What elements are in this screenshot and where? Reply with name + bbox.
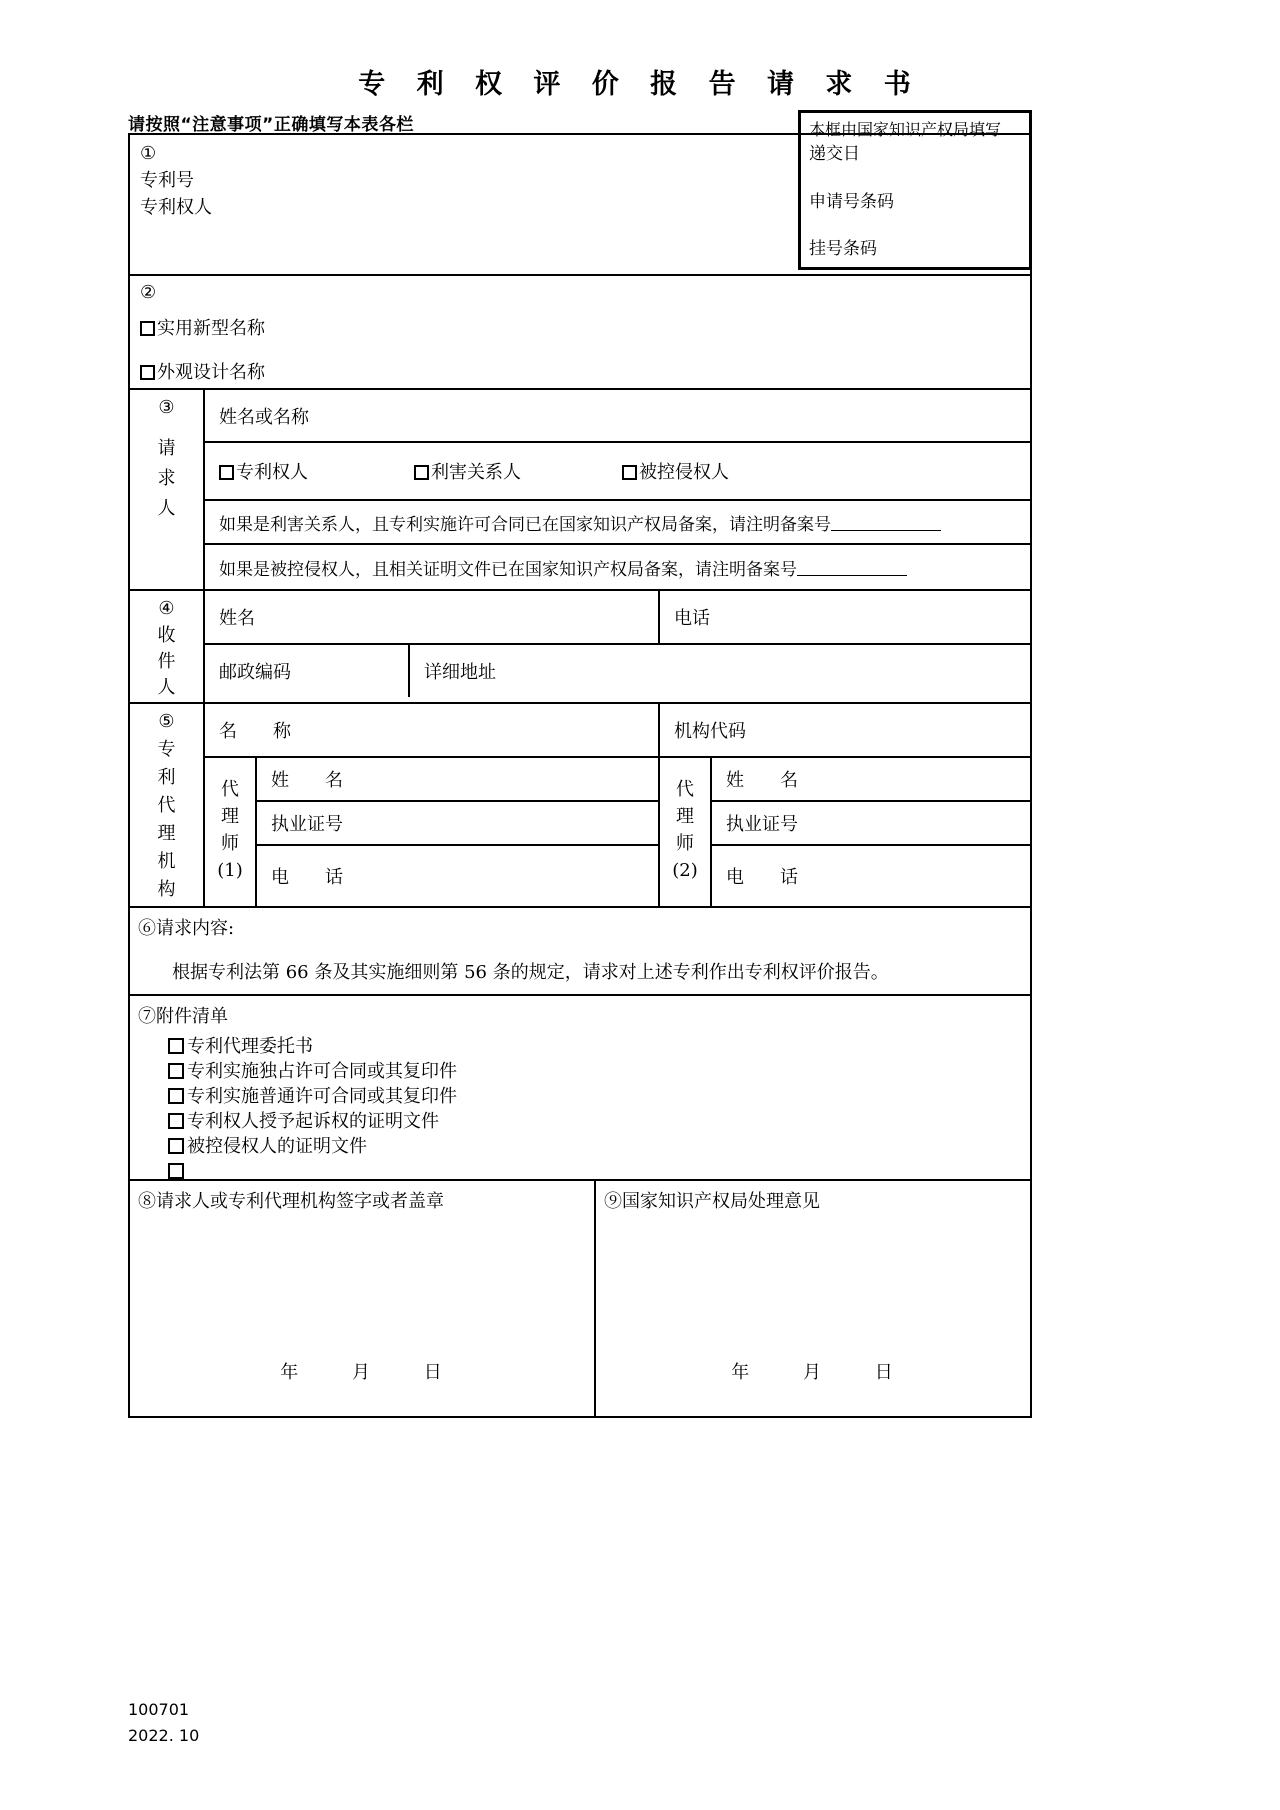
section-4-number: ④ <box>158 598 175 619</box>
record-note-1: 如果是利害关系人，且专利实施许可合同已在国家知识产权局备案，请注明备案号 <box>219 514 831 535</box>
page-title: 专 利 权 评 价 报 告 请 求 书 <box>358 69 922 100</box>
applicant-name-label: 姓名或名称 <box>219 406 309 428</box>
attachment-checkbox-0[interactable] <box>168 1038 184 1054</box>
section-3-label-text: 请 求 人 <box>157 438 176 519</box>
attachment-checkbox-2[interactable] <box>168 1088 184 1104</box>
recipient-postcode-cell[interactable] <box>205 645 410 697</box>
attachment-checkbox-4[interactable] <box>168 1138 184 1154</box>
design-label: 外观设计名称 <box>157 362 265 383</box>
section-9-cell[interactable] <box>596 1181 1030 1416</box>
agent-2-name-label: 姓 名 <box>726 770 798 791</box>
section-8-day: 日 <box>423 1362 444 1383</box>
accused-infringer-checkbox[interactable] <box>622 465 637 480</box>
section-9-year: 年 <box>731 1362 752 1383</box>
agent-2-name-cell[interactable] <box>712 758 1030 802</box>
record-number-blank-1[interactable] <box>831 514 941 531</box>
section-6-heading: ⑥请求内容: <box>138 918 235 939</box>
attachment-checkbox-3[interactable] <box>168 1113 184 1129</box>
applicant-type-option-1[interactable] <box>414 458 622 484</box>
section-3-number: ③ <box>158 397 175 418</box>
section-7-cell <box>130 996 1030 1179</box>
record-note-2: 如果是被控侵权人，且相关证明文件已在国家知识产权局备案，请注明备案号 <box>219 559 797 580</box>
utility-model-option[interactable] <box>140 316 1030 342</box>
agency-code-cell[interactable] <box>660 704 1030 756</box>
agent-1-fields <box>257 758 660 906</box>
list-item[interactable] <box>168 1109 1030 1134</box>
agency-name-label: 名 称 <box>219 721 291 742</box>
form-version: 2022. 10 <box>128 1726 200 1745</box>
section-6-row <box>130 908 1030 996</box>
agency-code-label: 机构代码 <box>674 721 746 742</box>
agent-1-phone-cell[interactable] <box>257 846 658 906</box>
recipient-address-cell[interactable] <box>410 645 1030 697</box>
attachment-checkbox-5[interactable] <box>168 1163 184 1179</box>
patentee-option-label: 专利权人 <box>236 462 308 483</box>
attachment-list <box>138 1034 1030 1184</box>
attachment-label-1: 专利实施独占许可合同或其复印件 <box>187 1061 457 1082</box>
record-note-2-row <box>205 545 1030 589</box>
agent-2-phone-cell[interactable] <box>712 846 1030 906</box>
form-code: 100701 <box>128 1700 190 1719</box>
section-1-number: ① <box>140 143 157 164</box>
section-8-heading: ⑧请求人或专利代理机构签字或者盖章 <box>138 1191 444 1212</box>
section-5-label-text: 专 利 代 理 机 构 <box>157 739 176 900</box>
recipient-address-row <box>205 645 1030 697</box>
list-item[interactable] <box>168 1034 1030 1059</box>
section-8-date-line <box>130 1358 594 1384</box>
section-9-month: 月 <box>803 1362 823 1383</box>
recipient-name-label: 姓名 <box>219 608 255 629</box>
section-5-row <box>130 704 1030 908</box>
agent-2-phone-label: 电 话 <box>726 867 798 888</box>
registered-barcode-label: 挂号条码 <box>809 239 877 259</box>
applicant-name-row <box>205 390 1030 443</box>
agency-name-row <box>205 704 1030 758</box>
section-2-row <box>130 276 1030 390</box>
submit-date-label: 递交日 <box>809 144 860 164</box>
section-4-vertical-label <box>130 591 205 702</box>
record-number-blank-2[interactable] <box>797 559 907 576</box>
section-4-label-text: 收 件 人 <box>157 625 176 698</box>
accused-infringer-option-label: 被控侵权人 <box>639 462 729 483</box>
section-9-heading: ⑨国家知识产权局处理意见 <box>604 1191 820 1212</box>
recipient-postcode-label: 邮政编码 <box>219 662 291 683</box>
application-barcode-label: 申请号条码 <box>809 192 894 212</box>
section-3-content <box>205 390 1030 589</box>
agency-name-cell[interactable] <box>205 704 660 756</box>
agents-row <box>205 758 1030 906</box>
recipient-phone-cell[interactable] <box>660 591 1030 643</box>
applicant-type-option-2[interactable] <box>622 458 729 484</box>
applicant-type-row <box>205 443 1030 501</box>
section-4-row <box>130 591 1030 704</box>
utility-model-checkbox[interactable] <box>140 321 155 336</box>
design-option[interactable] <box>140 360 1030 386</box>
agent-1-tag: 代 理 师 (1) <box>205 758 257 906</box>
section-3-row <box>130 390 1030 591</box>
section-9-date-line <box>596 1358 1030 1384</box>
section-2-cell <box>130 276 1030 388</box>
agent-2-fields <box>712 758 1030 906</box>
agent-2-license-label: 执业证号 <box>726 814 798 835</box>
section-7-row <box>130 996 1030 1181</box>
section-3-vertical-label <box>130 390 205 589</box>
agent-1-license-cell[interactable] <box>257 802 658 846</box>
footer <box>128 1697 199 1749</box>
utility-model-label: 实用新型名称 <box>157 318 265 339</box>
applicant-type-option-0[interactable] <box>219 458 414 484</box>
attachment-label-0: 专利代理委托书 <box>187 1036 313 1057</box>
section-9-day: 日 <box>874 1362 895 1383</box>
attachment-checkbox-1[interactable] <box>168 1063 184 1079</box>
list-item[interactable] <box>168 1084 1030 1109</box>
signature-row <box>130 1181 1030 1416</box>
agent-2-tag: 代 理 师 (2) <box>660 758 712 906</box>
interested-party-checkbox[interactable] <box>414 465 429 480</box>
form-table <box>128 133 1032 1418</box>
office-use-box <box>798 110 1032 270</box>
agent-1-phone-label: 电 话 <box>271 867 343 888</box>
section-2-number: ② <box>140 282 157 303</box>
section-5-number: ⑤ <box>158 711 175 732</box>
section-7-heading: ⑦附件清单 <box>138 1006 228 1027</box>
recipient-phone-label: 电话 <box>674 608 710 629</box>
attachment-label-2: 专利实施普通许可合同或其复印件 <box>187 1086 457 1107</box>
section-8-cell[interactable] <box>130 1181 596 1416</box>
attachment-label-4: 被控侵权人的证明文件 <box>187 1136 367 1157</box>
interested-party-option-label: 利害关系人 <box>431 462 521 483</box>
agent-1-name-cell[interactable] <box>257 758 658 802</box>
agent-2-license-cell[interactable] <box>712 802 1030 846</box>
form-instruction: 请按照“注意事项”正确填写本表各栏 <box>128 115 414 135</box>
list-item[interactable] <box>168 1059 1030 1084</box>
agent-1-license-label: 执业证号 <box>271 814 343 835</box>
section-6-body: 根据专利法第 66 条及其实施细则第 56 条的规定，请求对上述专利作出专利权评价报告。 <box>172 962 889 983</box>
recipient-name-cell[interactable] <box>205 591 660 643</box>
design-checkbox[interactable] <box>140 365 155 380</box>
section-8-year: 年 <box>280 1362 301 1383</box>
section-6-cell <box>130 908 1030 994</box>
section-5-content <box>205 704 1030 906</box>
office-box-header: 本框由国家知识产权局填写 <box>809 120 1002 139</box>
list-item[interactable] <box>168 1134 1030 1159</box>
patentee-label: 专利权人 <box>140 197 212 218</box>
attachment-label-3: 专利权人授予起诉权的证明文件 <box>187 1111 439 1132</box>
recipient-name-phone-row <box>205 591 1030 645</box>
recipient-address-label: 详细地址 <box>424 662 496 683</box>
section-4-content <box>205 591 1030 702</box>
section-5-vertical-label <box>130 704 205 906</box>
patent-number-label: 专利号 <box>140 170 194 191</box>
patentee-checkbox[interactable] <box>219 465 234 480</box>
agent-1-name-label: 姓 名 <box>271 770 343 791</box>
record-note-1-row <box>205 501 1030 545</box>
section-8-month: 月 <box>352 1362 372 1383</box>
